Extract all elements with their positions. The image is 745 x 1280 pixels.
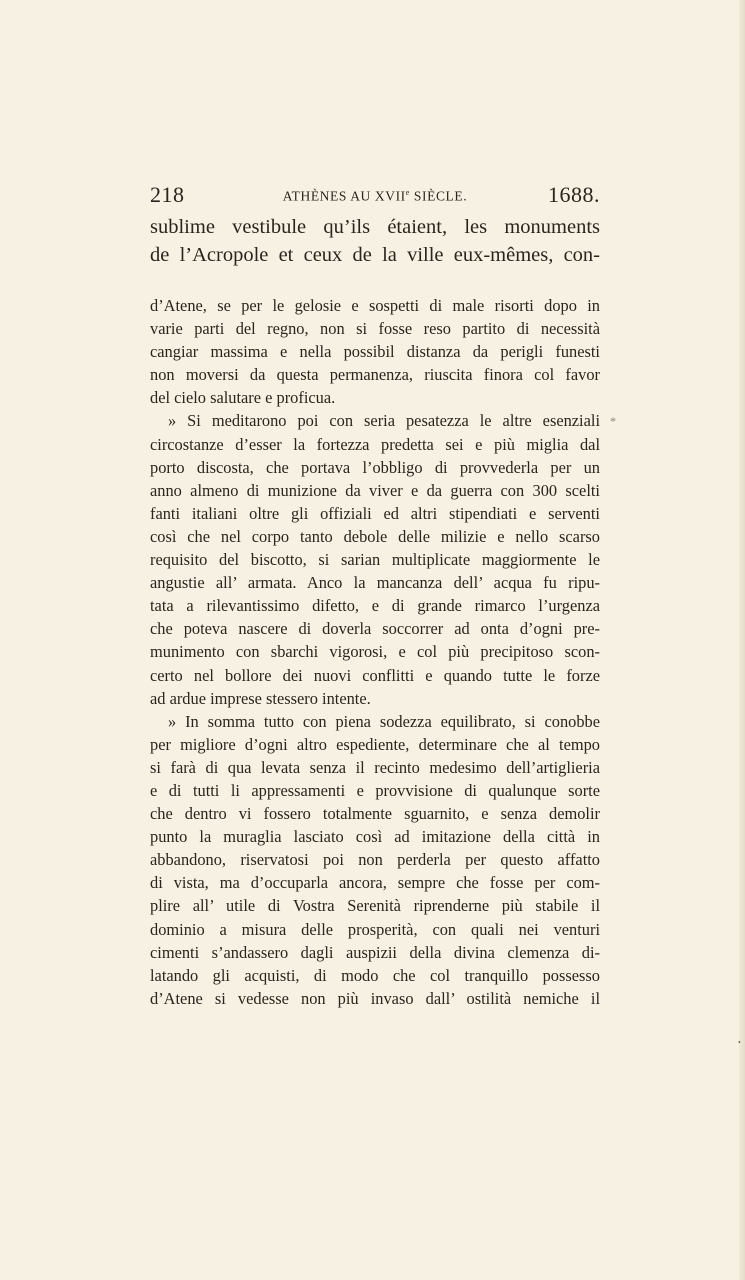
quote-line: non moversi da questa permanenza, riuscita finora col favor [150,365,600,385]
margin-speck: • [738,1038,741,1047]
quote-line: certo nel bollore dei nuovi conflitti e quando tutte le forze [150,665,600,685]
quote-line: tata a rilevantissimo difetto, e di grande rimarco l’urgenza [150,596,600,616]
running-title-text: ATHÈNES AU XVII [282,188,406,204]
quote-line: anno almeno di munizione da viver e da guerra con 300 scelti [150,480,600,500]
quote-line: punto la muraglia lasciato così ad imitazione della città in [150,827,600,847]
quote-line: fanti italiani oltre gli offiziali ed altri stipendiati e serventi [150,503,600,523]
quote-line: per migliore d’ogni altro espediente, determinare che al tempo [150,734,600,754]
quote-line: d’Atene, se per le gelosie e sospetti di male risorti dopo in [150,296,600,315]
running-title-end: SIÈCLE. [409,188,468,204]
quote-line: angustie all’ armata. Anco la mancanza dell’ acqua fu ripu- [150,573,600,593]
quote-line: cimenti s’andassero dagli auspizii della divina clemenza di- [150,942,600,962]
quote-line: varie parti del regno, non si fosse reso partito di necessità [150,319,600,339]
quote-line: latando gli acquisti, di modo che col tranquillo possesso [150,965,600,985]
main-text [150,213,600,269]
page-edge [739,0,745,1280]
quote-line: ad ardue imprese stessero intente. [150,688,371,708]
quote-line: dominio a misura delle prosperità, con quali nei venturi [150,919,600,939]
quote-line: di vista, ma d’occuparla ancora, sempre che fosse per com- [150,873,600,893]
running-title-superscript: e [405,188,410,197]
main-text-line: sublime vestibule qu’ils étaient, les monuments [150,216,600,238]
running-title [150,188,600,205]
year-marker: 1688. [548,182,600,207]
quote-line: porto discosta, che portava l’obbligo di provvederla per un [150,457,600,477]
quote-line: così che nel corpo tanto debole delle milizie e nello scarso [150,526,600,546]
quote-line: plire all’ utile di Vostra Serenità riprenderne più stabile il [150,896,600,916]
quoted-passage [150,294,600,1010]
main-text-line: de l’Acropole et ceux de la ville eux-mêmes, con- [150,244,600,266]
margin-speck: * [610,414,616,428]
quote-line: cangiar massima e nella possibil distanza da perigli funesti [150,342,600,362]
quote-line: munimento con sbarchi vigorosi, e col più precipitoso scon- [150,642,600,662]
quote-line: circostanze d’esser la fortezza predetta sei e più miglia dal [150,434,600,454]
page-number: 218 [150,182,185,207]
quote-line: » In somma tutto con piena sodezza equilibrato, si conobbe [168,711,600,731]
quote-line: si farà di qua levata senza il recinto medesimo dell’artiglieria [150,757,600,777]
quote-line: che dentro vi fossero totalmente sguarnito, e senza demolir [150,804,600,824]
quote-line: abbandono, riservatosi poi non perderla per questo affatto [150,850,600,870]
quote-line: e di tutti li appressamenti e provvisione di qualunque sorte [150,780,600,800]
quote-line: d’Atene si vedesse non più invaso dall’ ostilità nemiche il [150,988,600,1008]
quote-line: » Si meditarono poi con seria pesatezza le altre esenziali [168,411,600,431]
quote-line: requisito del biscotto, si sarian multiplicate maggiormente le [150,550,600,570]
quote-line: del cielo salutare e proficua. [150,388,336,408]
running-header [150,180,600,212]
quote-line: che poteva nascere di doverla soccorrer ad onta d’ogni pre- [150,619,600,639]
